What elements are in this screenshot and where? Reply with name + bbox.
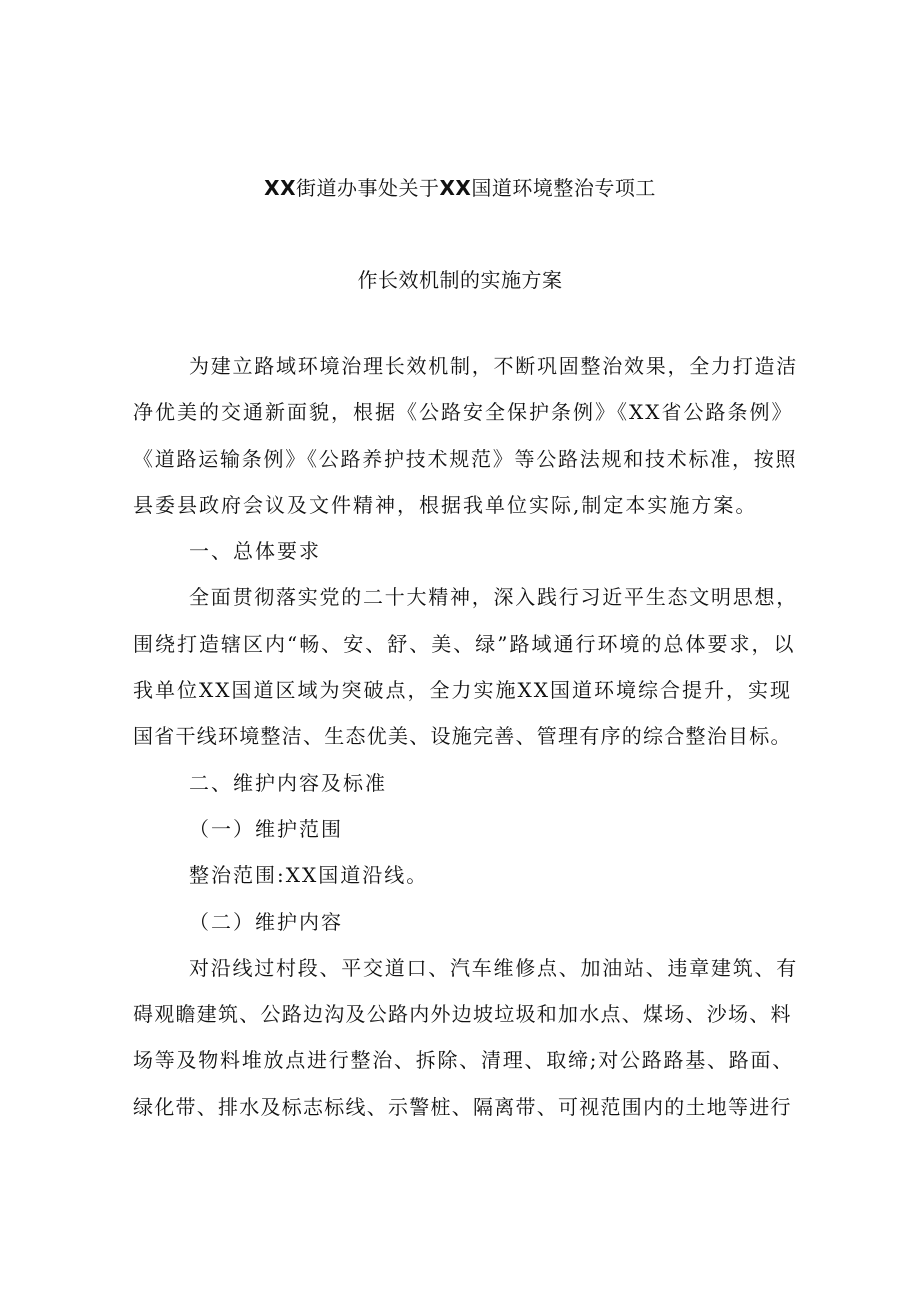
- paragraph-line: 我单位XX国道区域为突破点，全力实施XX国道环境综合提升，实现: [133, 678, 792, 703]
- paragraph-line: 围绕打造辖区内“畅、安、舒、美、绿”路域通行环境的总体要求，以: [133, 631, 796, 656]
- document-title-line-1: XX街道办事处关于XX国道环境整治专项工: [264, 176, 656, 200]
- paragraph-line: 整治范围:XX国道沿线。: [189, 863, 429, 888]
- paragraph-line: 县委县政府会议及文件精神，根据我单位实际,制定本实施方案。: [133, 492, 758, 517]
- paragraph-line: 为建立路域环境治理长效机制，不断巩固整治效果，全力打造洁: [189, 354, 798, 378]
- section-heading: 一、总体要求: [189, 539, 321, 564]
- paragraph-line: 对沿线过村段、平交道口、汽车维修点、加油站、违章建筑、有: [189, 955, 798, 980]
- paragraph-line: 碍观瞻建筑、公路边沟及公路内外边坡垃圾和加水点、煤场、沙场、料: [133, 1002, 792, 1027]
- paragraph-line: 国省干线环境整洁、生态优美、设施完善、管理有序的综合整治目标。: [133, 724, 792, 749]
- paragraph-line: 场等及物料堆放点进行整治、拆除、清理、取缔;对公路路基、路面、: [133, 1048, 794, 1073]
- document-body: [133, 348, 799, 1135]
- subsection-heading: （一）维护范围: [189, 816, 343, 841]
- paragraph-line: 净优美的交通新面貌，根据《公路安全保护条例》《XX省公路条例》: [133, 400, 794, 425]
- subsection-heading: （二）维护内容: [189, 909, 343, 934]
- paragraph-line: 《道路运输条例》《公路养护技术规范》等公路法规和技术标准，按照: [133, 446, 798, 471]
- paragraph-line: 绿化带、排水及标志标线、示警桩、隔离带、可视范围内的土地等进行: [133, 1094, 792, 1119]
- document-title-line-2: 作长效机制的实施方案: [357, 268, 563, 292]
- paragraph-line: 全面贯彻落实党的二十大精神，深入践行习近平生态文明思想，: [189, 585, 798, 610]
- section-heading: 二、维护内容及标准: [189, 770, 387, 795]
